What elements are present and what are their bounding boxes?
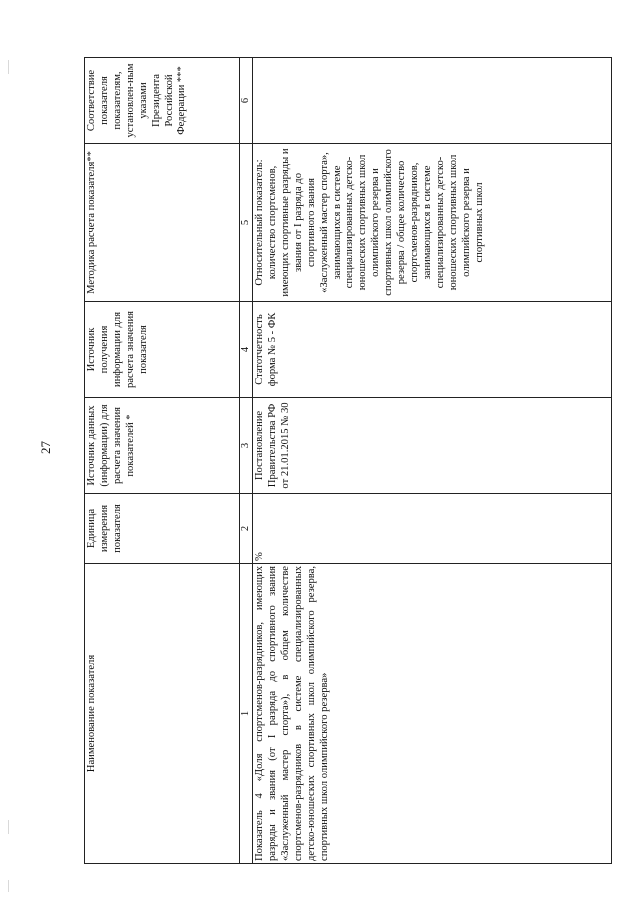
scan-edge-mark: [8, 60, 9, 74]
table-header-row: [85, 58, 240, 864]
cell-info-source: Статотчетность форма № 5 - ФК: [253, 302, 612, 398]
cell-indicator-name: Показатель 4 «Доля спортсменов-разрядников, имеющих разряды и звания (от I разряда до спортивного звания «Заслуженный мастер спорта»), в общем количестве спортсменов-разрядников в системе специализированных детско-юношеских спортивных школ олимпийского резерва, спортивных школ олимпийского резерва»: [253, 564, 612, 864]
cell-method: Относительный показатель: количество спортсменов, имеющих спортивные разряды и звания от I разряда до спортивного звания «Заслуженный мастер спорта», занимающихся в системе специализированных детско-юношеских спортивных школ олимпийского резерва и спортивных школ олимпийского резерва / общее количество спортсменов-разрядников, занимающихся в системе специализированных детско-юношеских спортивных школ олимпийского резерва и спортивных школ: [253, 144, 612, 302]
header-cell-indicator-name: Наименование показателя: [85, 564, 240, 864]
rotated-table-frame: [84, 58, 610, 864]
column-number: 6: [240, 58, 253, 144]
column-number: 4: [240, 302, 253, 398]
scan-edge-mark: [8, 880, 9, 892]
header-cell-unit: Единица измерения показателя: [85, 494, 240, 564]
column-number: 2: [240, 494, 253, 564]
cell-data-source: Постановление Правительства РФ от 21.01.2015 № 30: [253, 398, 612, 494]
cell-correspondence: [253, 58, 612, 144]
page-number: 27: [38, 441, 53, 454]
table-row: [253, 58, 612, 864]
header-cell-info-source: Источник получения информации для расчета значения показателя: [85, 302, 240, 398]
column-number: 3: [240, 398, 253, 494]
header-cell-correspondence: Соответствие показателя показателям, установлен-ным указами Президента Российской Федерации ***: [85, 58, 240, 144]
column-number-row: [240, 58, 253, 864]
column-number: 1: [240, 564, 253, 864]
scan-edge-mark: [8, 820, 9, 834]
column-number: 5: [240, 144, 253, 302]
indicator-table: [84, 57, 612, 864]
header-cell-data-source: Источник данных (информации) для расчета значения показателей *: [85, 398, 240, 494]
header-cell-method: Методика расчета показателя**: [85, 144, 240, 302]
cell-unit: %: [253, 494, 612, 564]
